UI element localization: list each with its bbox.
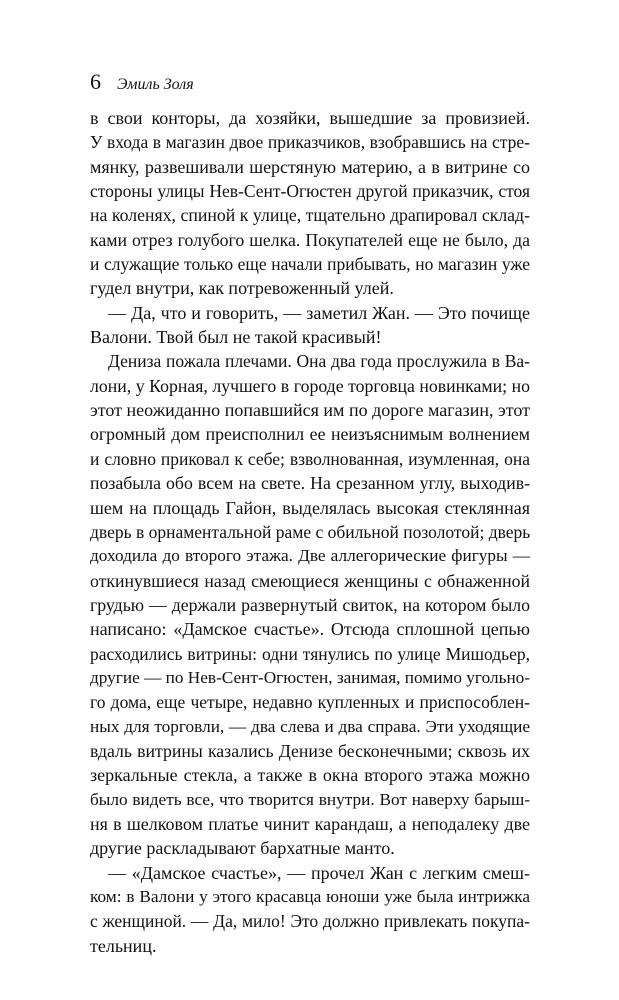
text-line: огромный дом преисполнил ее неизъяснимым волнением xyxy=(90,424,530,445)
text-line: с женщиной. — Да, мило! Это должно привлекать покупа- xyxy=(90,911,530,932)
running-head xyxy=(90,69,530,95)
text-line: и словно приковал к себе; взволнованная, изумленная, она xyxy=(90,448,530,469)
body-text xyxy=(90,106,530,958)
text-line: зеркальные стекла, а также в окна второго этажа можно xyxy=(90,765,530,786)
text-line: доходила до второго этажа. Две аллегорические фигуры — xyxy=(90,546,530,566)
text-line: позабыла обо всем на свете. На срезанном углу, выходив- xyxy=(90,473,530,494)
text-line: ня в шелковом платье чинит карандаш, а неподалеку две xyxy=(90,813,530,834)
text-line: ных для торговли, — два слева и два справа. Эти уходящие xyxy=(90,716,530,736)
text-line: этот неожиданно попавшийся им по дороге магазин, этот xyxy=(90,400,530,421)
text-line: расходились витрины: одни тянулись по улице Мишодьер, xyxy=(90,643,530,664)
text-line: го дома, еще четыре, недавно купленных и приспособлен- xyxy=(90,692,530,713)
text-line: дверь в орнаментальной раме с обильной позолотой; дверь xyxy=(90,521,531,542)
text-line: было видеть все, что творится внутри. Вот наверху барыш- xyxy=(90,789,530,809)
text-line: грудью — держали развернутый свиток, на котором было xyxy=(90,594,530,615)
page-number: 6 xyxy=(90,69,101,94)
text-line: на коленях, спиной к улице, тщательно драпировал склад- xyxy=(90,205,530,226)
text-line: тельниц. xyxy=(90,935,157,956)
text-line: лони, у Корная, лучшего в городе торговца новинками; но xyxy=(90,375,530,396)
text-line: другие раскладывают бархатные манто. xyxy=(90,838,395,859)
text-line: шем на площадь Гайон, выделялась высокая стеклянная xyxy=(90,497,530,518)
text-line: мянку, развешивали шерстяную материю, а в витрине со xyxy=(90,156,530,177)
text-line: — Да, что и говорить, — заметил Жан. — Это почище xyxy=(108,302,530,323)
text-line: другие — по Нев-Сент-Огюстен, занимая, помимо угольно- xyxy=(90,667,531,687)
text-line: написано: «Дамское счастье». Отсюда сплошной цепью xyxy=(90,619,530,640)
text-line: стороны улицы Нев-Сент-Огюстен другой приказчик, стоя xyxy=(90,181,530,202)
text-line: — «Дамское счастье», — прочел Жан с легким смеш- xyxy=(108,862,530,883)
author-name: Эмиль Золя xyxy=(117,76,194,93)
text-line: вдаль витрины казались Денизе бесконечными; сквозь их xyxy=(90,740,530,761)
text-line: в свои конторы, да хозяйки, вышедшие за провизией. xyxy=(90,108,530,128)
text-line: гудел внутри, как потревоженный улей. xyxy=(90,278,394,299)
text-line: Дениза пожала плечами. Она два года прослужила в Ва- xyxy=(108,351,530,372)
text-line: Валони. Твой был не такой красивый! xyxy=(90,327,382,348)
text-line: и служащие только еще начали прибывать, но магазин уже xyxy=(90,254,530,275)
text-line: откинувшиеся назад смеющиеся женщины с обнаженной xyxy=(90,570,530,591)
text-line: ками отрез голубого шелка. Покупателей еще не было, да xyxy=(90,229,530,250)
text-line: ком: в Валони у этого красавца юноши уже была интрижка xyxy=(90,887,530,906)
text-line: У входа в магазин двое приказчиков, взобравшись на стре- xyxy=(90,132,530,153)
